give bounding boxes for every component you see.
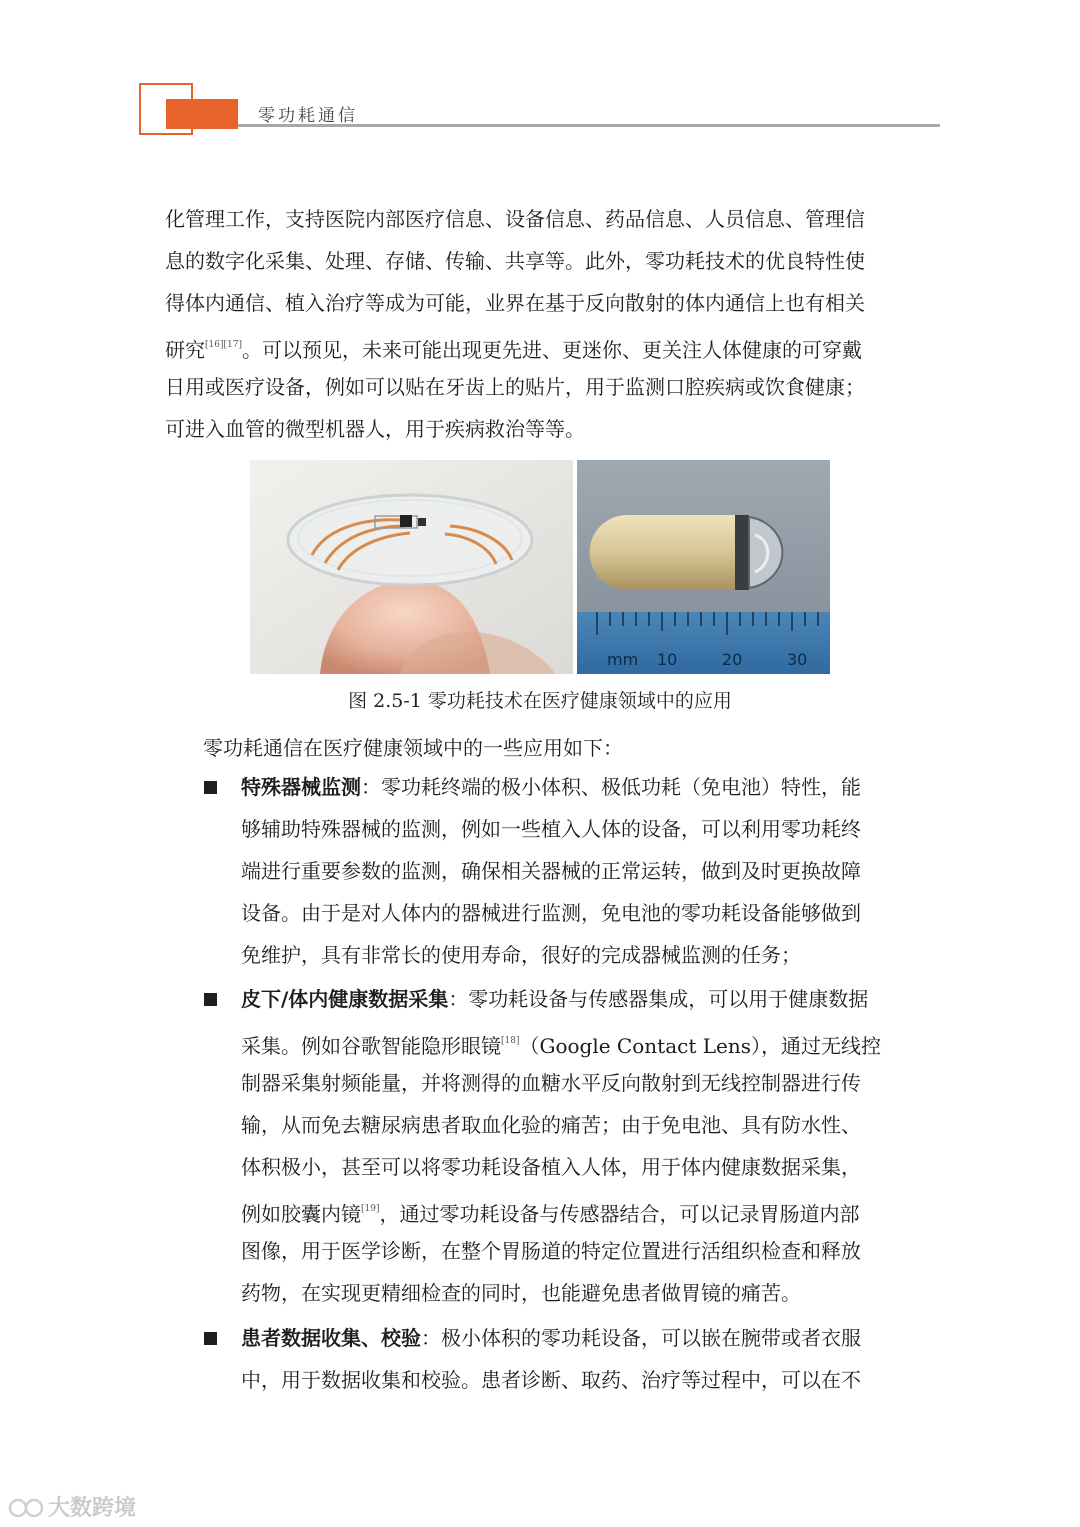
bullet-item-health-data bbox=[241, 978, 921, 1314]
intro-sentence: 零功耗通信在医疗健康领域中的一些应用如下： bbox=[203, 736, 623, 760]
bullet-line: 输，从而免去糖尿病患者取血化验的痛苦；由于免电池、具有防水性、 bbox=[241, 1113, 861, 1137]
bullet-line: 体积极小，甚至可以将零功耗设备植入人体，用于体内健康数据采集， bbox=[241, 1155, 861, 1179]
text-run: 研究 bbox=[165, 338, 205, 362]
paragraph-line: 息的数字化采集、处理、存储、传输、共享等。此外，零功耗技术的优良特性使 bbox=[165, 249, 865, 273]
paragraph-line: 日用或医疗设备，例如可以贴在牙齿上的贴片，用于监测口腔疾病或饮食健康； bbox=[165, 375, 865, 399]
bullet-line: 端进行重要参数的监测，确保相关器械的正常运转，做到及时更换故障 bbox=[241, 859, 861, 883]
bullet-line bbox=[241, 766, 921, 808]
ruler-label: mm bbox=[607, 650, 639, 669]
paragraph-line bbox=[165, 324, 921, 366]
bullet-line bbox=[241, 1317, 921, 1359]
contact-lens-photo bbox=[250, 460, 573, 674]
bullet-square-icon bbox=[204, 993, 217, 1006]
ruler-label: 30 bbox=[787, 650, 808, 669]
running-header-title: 零功耗通信 bbox=[258, 106, 358, 126]
capsule-endoscope-photo bbox=[577, 460, 830, 674]
bullet-line bbox=[241, 978, 921, 1020]
figure-caption: 图 2.5-1 零功耗技术在医疗健康领域中的应用 bbox=[348, 690, 732, 712]
citation: [16][17] bbox=[205, 340, 242, 350]
citation: [18] bbox=[501, 1036, 520, 1046]
bullet-line bbox=[241, 1020, 921, 1062]
watermark-logo-icon bbox=[8, 1497, 48, 1519]
text-run: 采集。例如谷歌智能隐形眼镜 bbox=[241, 1034, 501, 1058]
paragraph-line: 化管理工作，支持医院内部医疗信息、设备信息、药品信息、人员信息、管理信 bbox=[165, 207, 865, 231]
text-run: ，通过零功耗设备与传感器结合，可以记录胃肠道内部 bbox=[379, 1202, 860, 1226]
bullet-line bbox=[241, 1188, 921, 1230]
watermark-text: 大数跨境 bbox=[48, 1496, 137, 1521]
bullet-square-icon bbox=[204, 781, 217, 794]
bullet-title: 皮下/体内健康数据采集 bbox=[241, 987, 449, 1011]
bullet-line: 中，用于数据收集和校验。患者诊断、取药、治疗等过程中，可以在不 bbox=[241, 1368, 861, 1392]
bullet-line: 图像，用于医学诊断，在整个胃肠道的特定位置进行活组织检查和释放 bbox=[241, 1239, 861, 1263]
bullet-square-icon bbox=[204, 1332, 217, 1345]
bullet-line: 够辅助特殊器械的监测，例如一些植入人体的设备，可以利用零功耗终 bbox=[241, 817, 861, 841]
paragraph-line: 可进入血管的微型机器人，用于疾病救治等等。 bbox=[165, 417, 585, 441]
text-run: 例如胶囊内镜 bbox=[241, 1202, 361, 1226]
bullet-line: 药物，在实现更精细检查的同时，也能避免患者做胃镜的痛苦。 bbox=[241, 1281, 801, 1305]
text-run: （Google Contact Lens），通过无线控 bbox=[519, 1034, 881, 1058]
bullet-line: 免维护，具有非常长的使用寿命，很好的完成器械监测的任务； bbox=[241, 943, 801, 967]
ruler-label: 20 bbox=[722, 650, 743, 669]
text-run: 。可以预见，未来可能出现更先进、更迷你、更关注人体健康的可穿戴 bbox=[241, 338, 862, 362]
header-block-decoration bbox=[166, 99, 238, 129]
text-run: ：零功耗设备与传感器集成，可以用于健康数据 bbox=[448, 987, 869, 1011]
bullet-line: 设备。由于是对人体内的器械进行监测，免电池的零功耗设备能够做到 bbox=[241, 901, 861, 925]
bullet-title: 特殊器械监测 bbox=[241, 775, 361, 799]
bullet-item-device-monitoring bbox=[241, 766, 921, 976]
bullet-title: 患者数据收集、校验 bbox=[241, 1326, 421, 1350]
watermark bbox=[8, 1491, 136, 1522]
body-paragraph bbox=[165, 198, 921, 450]
bullet-item-patient-data bbox=[241, 1317, 921, 1401]
bullet-line: 制器采集射频能量，并将测得的血糖水平反向散射到无线控制器进行传 bbox=[241, 1071, 861, 1095]
ruler-label: 10 bbox=[657, 650, 678, 669]
text-run: ：极小体积的零功耗设备，可以嵌在腕带或者衣服 bbox=[421, 1326, 861, 1350]
paragraph-line: 得体内通信、植入治疗等成为可能，业界在基于反向散射的体内通信上也有相关 bbox=[165, 291, 865, 315]
text-run: ：零功耗终端的极小体积、极低功耗（免电池）特性，能 bbox=[361, 775, 861, 799]
citation: [19] bbox=[361, 1204, 380, 1214]
